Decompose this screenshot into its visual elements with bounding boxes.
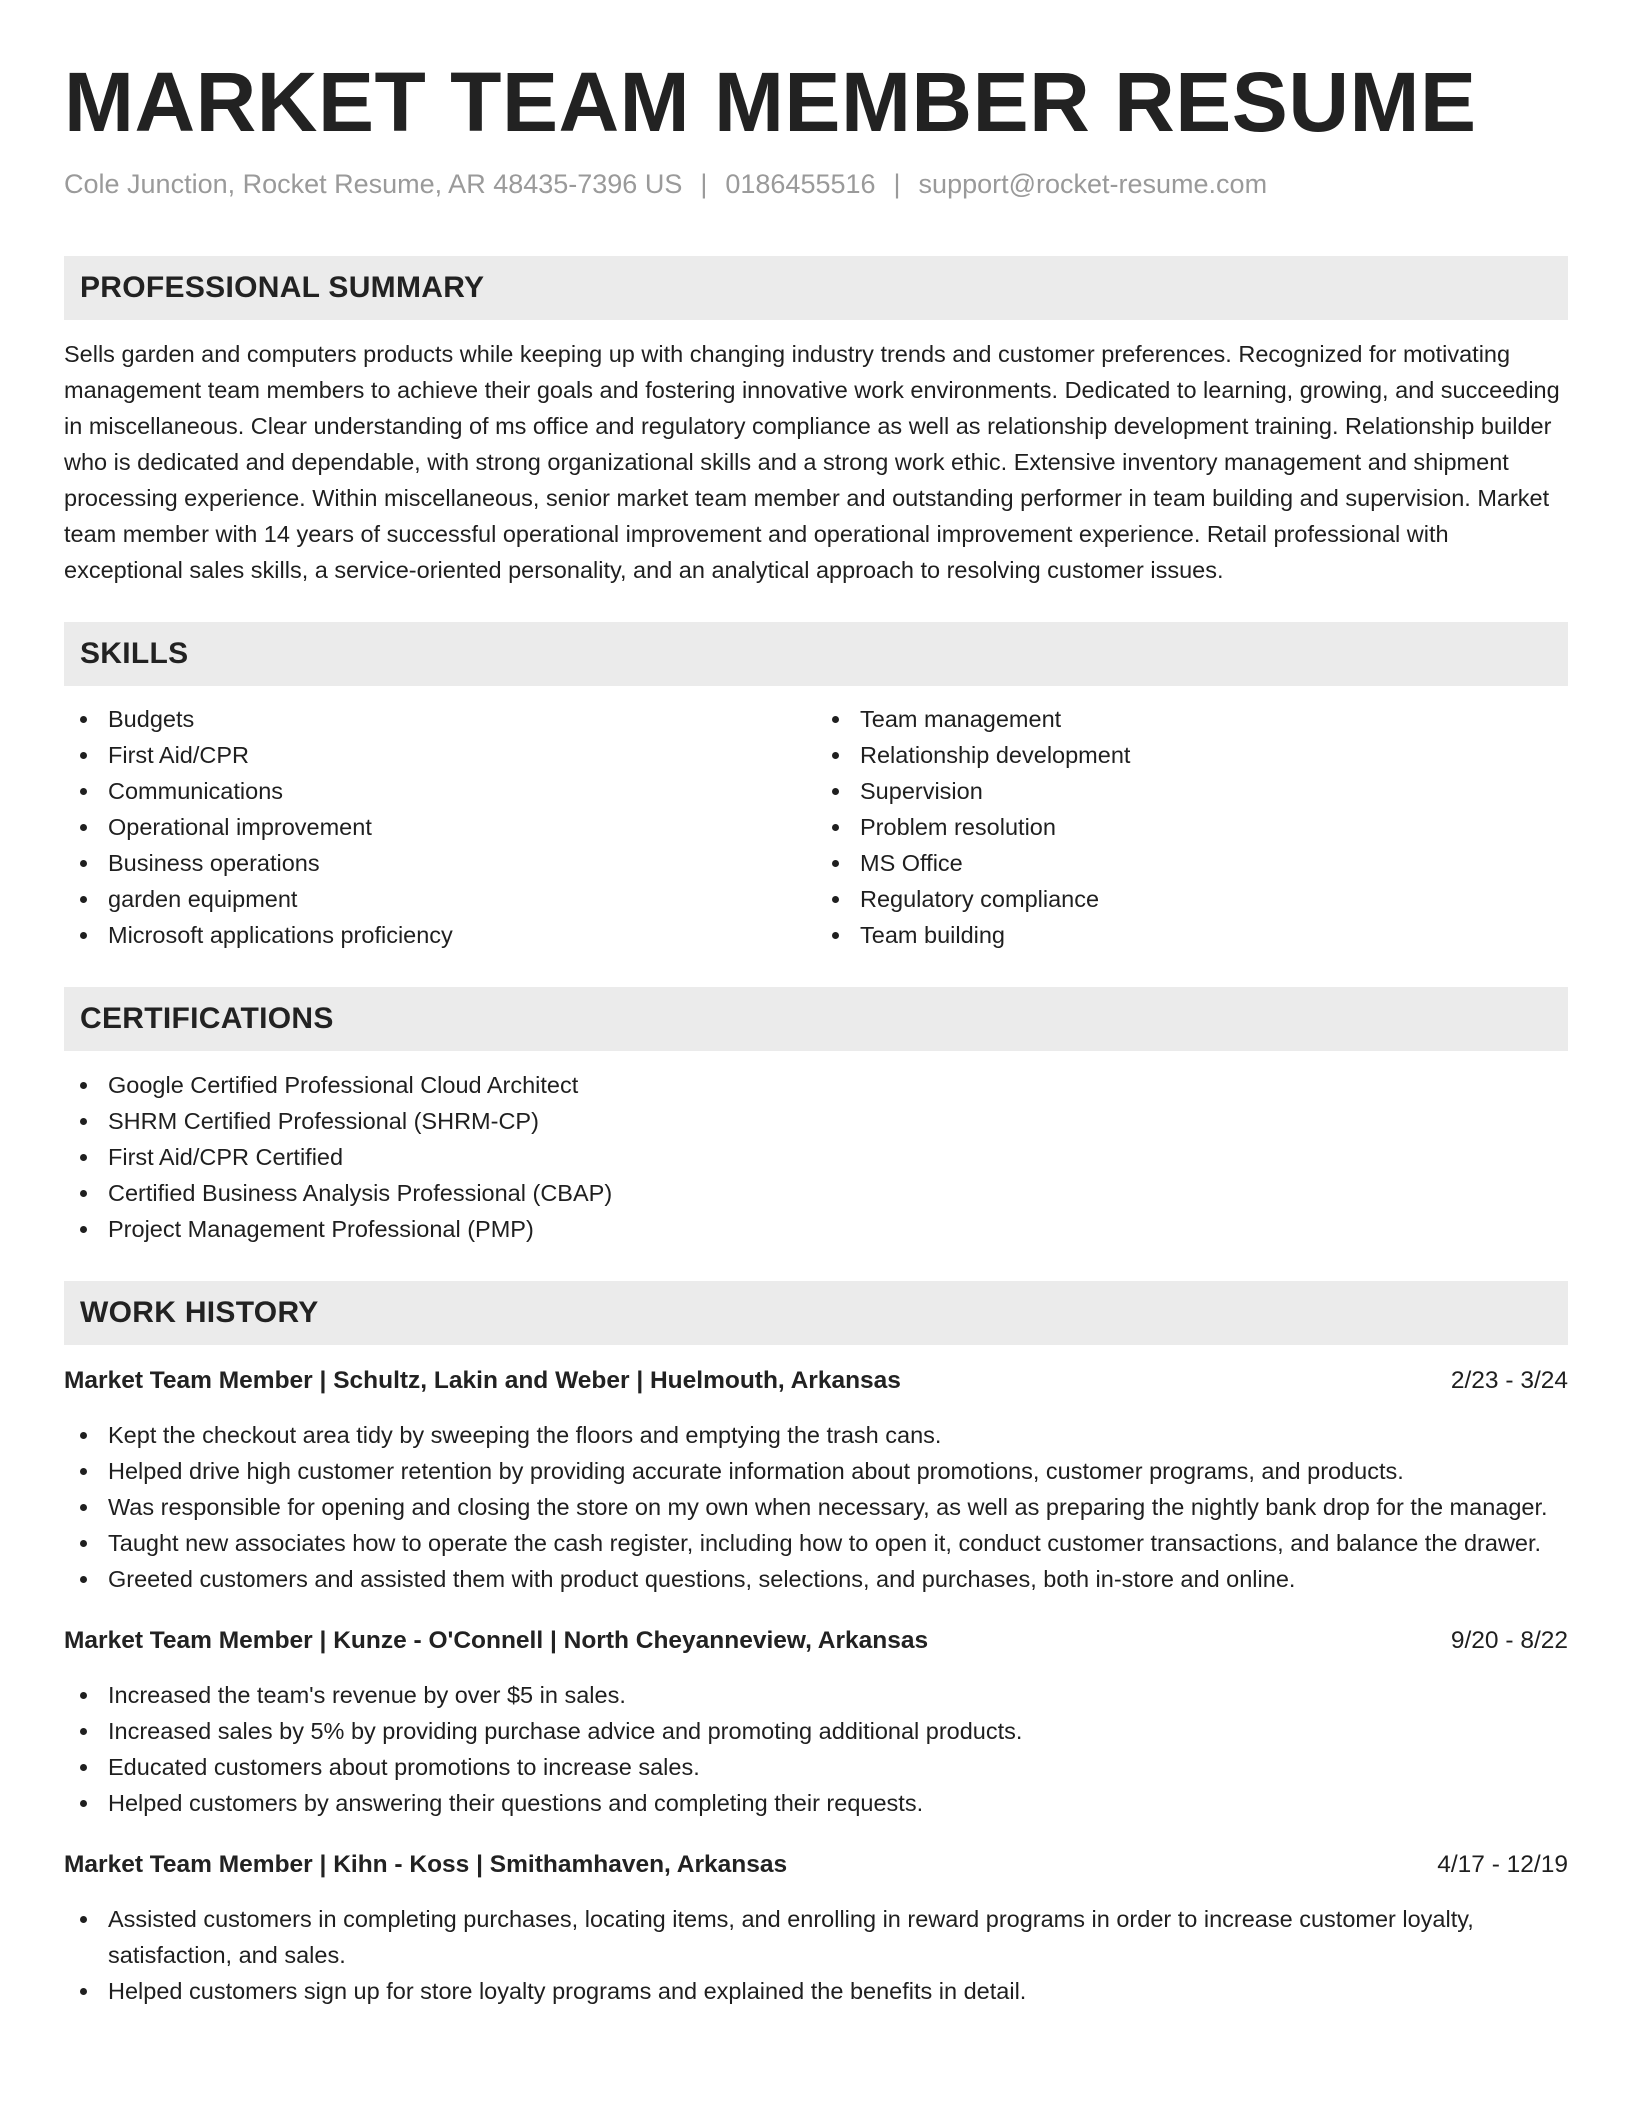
skill-item: Team management	[860, 701, 1568, 737]
contact-line	[64, 166, 1568, 202]
job-dates: 2/23 - 3/24	[1450, 1367, 1568, 1394]
job-entry	[64, 1847, 1568, 2009]
skill-item: Budgets	[108, 701, 816, 737]
job-bullet: Increased sales by 5% by providing purchase advice and promoting additional products.	[108, 1713, 1568, 1749]
skills-left-list	[64, 701, 816, 953]
skill-item: MS Office	[860, 845, 1568, 881]
job-header	[64, 1363, 1568, 1399]
job-header	[64, 1623, 1568, 1659]
certification-item: Google Certified Professional Cloud Architect	[108, 1067, 1568, 1103]
job-entry	[64, 1623, 1568, 1821]
job-bullet: Helped customers sign up for store loyalty programs and explained the benefits in detail.	[108, 1973, 1568, 2009]
job-title: Market Team Member | Schultz, Lakin and Weber | Huelmouth, Arkansas	[64, 1367, 901, 1394]
skill-item: Regulatory compliance	[860, 881, 1568, 917]
skills-columns	[64, 701, 1568, 953]
skills-heading: SKILLS	[64, 622, 1568, 686]
certification-item: Certified Business Analysis Professional (CBAP)	[108, 1175, 1568, 1211]
certification-item: Project Management Professional (PMP)	[108, 1211, 1568, 1247]
job-bullet-list	[64, 1901, 1568, 2009]
certifications-heading: CERTIFICATIONS	[64, 987, 1568, 1051]
skill-item: Communications	[108, 773, 816, 809]
job-dates: 4/17 - 12/19	[1437, 1851, 1568, 1878]
skill-item: Business operations	[108, 845, 816, 881]
skill-item: Relationship development	[860, 737, 1568, 773]
job-header	[64, 1847, 1568, 1883]
job-entry	[64, 1363, 1568, 1597]
job-bullet: Kept the checkout area tidy by sweeping the floors and emptying the trash cans.	[108, 1417, 1568, 1453]
job-bullet-list	[64, 1677, 1568, 1821]
certifications-list	[64, 1067, 1568, 1247]
job-bullet-list	[64, 1417, 1568, 1597]
skill-item: garden equipment	[108, 881, 816, 917]
job-bullet: Increased the team's revenue by over $5 in sales.	[108, 1677, 1568, 1713]
contact-address: Cole Junction, Rocket Resume, AR 48435-7396 US	[64, 169, 683, 199]
job-title: Market Team Member | Kihn - Koss | Smithamhaven, Arkansas	[64, 1851, 788, 1878]
skills-right-list	[816, 701, 1568, 953]
contact-email: support@rocket-resume.com	[918, 169, 1268, 199]
job-bullet: Greeted customers and assisted them with product questions, selections, and purchases, both in-store and online.	[108, 1561, 1568, 1597]
job-title: Market Team Member | Kunze - O'Connell | North Cheyanneview, Arkansas	[64, 1627, 929, 1654]
skill-item: Microsoft applications proficiency	[108, 917, 816, 953]
contact-phone: 0186455516	[725, 169, 876, 199]
certification-item: SHRM Certified Professional (SHRM-CP)	[108, 1103, 1568, 1139]
contact-separator: |	[893, 169, 901, 199]
skill-item: Operational improvement	[108, 809, 816, 845]
job-bullet: Helped customers by answering their questions and completing their requests.	[108, 1785, 1568, 1821]
certification-item: First Aid/CPR Certified	[108, 1139, 1568, 1175]
resume-title: MARKET TEAM MEMBER RESUME	[64, 55, 1477, 149]
job-bullet: Helped drive high customer retention by providing accurate information about promotions, customer programs, and products.	[108, 1453, 1568, 1489]
skill-item: Problem resolution	[860, 809, 1568, 845]
job-bullet: Assisted customers in completing purchases, locating items, and enrolling in reward programs in order to increase customer loyalty, satisfaction, and sales.	[108, 1901, 1568, 1973]
work-history-heading: WORK HISTORY	[64, 1281, 1568, 1345]
summary-text: Sells garden and computers products while keeping up with changing industry trends and customer preferences. Recognized for motivating management team members to achieve their goals and fostering innovative work environments. Dedicated to learning, growing, and succeeding in miscellaneous. Clear understanding of ms office and regulatory compliance as well as relationship development training. Relationship builder who is dedicated and dependable, with strong organizational skills and a strong work ethic. Extensive inventory management and shipment processing experience. Within miscellaneous, senior market team member and outstanding performer in team building and supervision. Market team member with 14 years of successful operational improvement and operational improvement experience. Retail professional with exceptional sales skills, a service-oriented personality, and an analytical approach to resolving customer issues.	[64, 341, 1560, 583]
job-bullet: Educated customers about promotions to increase sales.	[108, 1749, 1568, 1785]
job-bullet: Taught new associates how to operate the cash register, including how to open it, conduct customer transactions, and balance the drawer.	[108, 1525, 1568, 1561]
contact-separator: |	[700, 169, 708, 199]
skill-item: Supervision	[860, 773, 1568, 809]
job-dates: 9/20 - 8/22	[1450, 1627, 1568, 1654]
summary-heading: PROFESSIONAL SUMMARY	[64, 256, 1568, 320]
job-bullet: Was responsible for opening and closing the store on my own when necessary, as well as preparing the nightly bank drop for the manager.	[108, 1489, 1568, 1525]
skill-item: First Aid/CPR	[108, 737, 816, 773]
skill-item: Team building	[860, 917, 1568, 953]
